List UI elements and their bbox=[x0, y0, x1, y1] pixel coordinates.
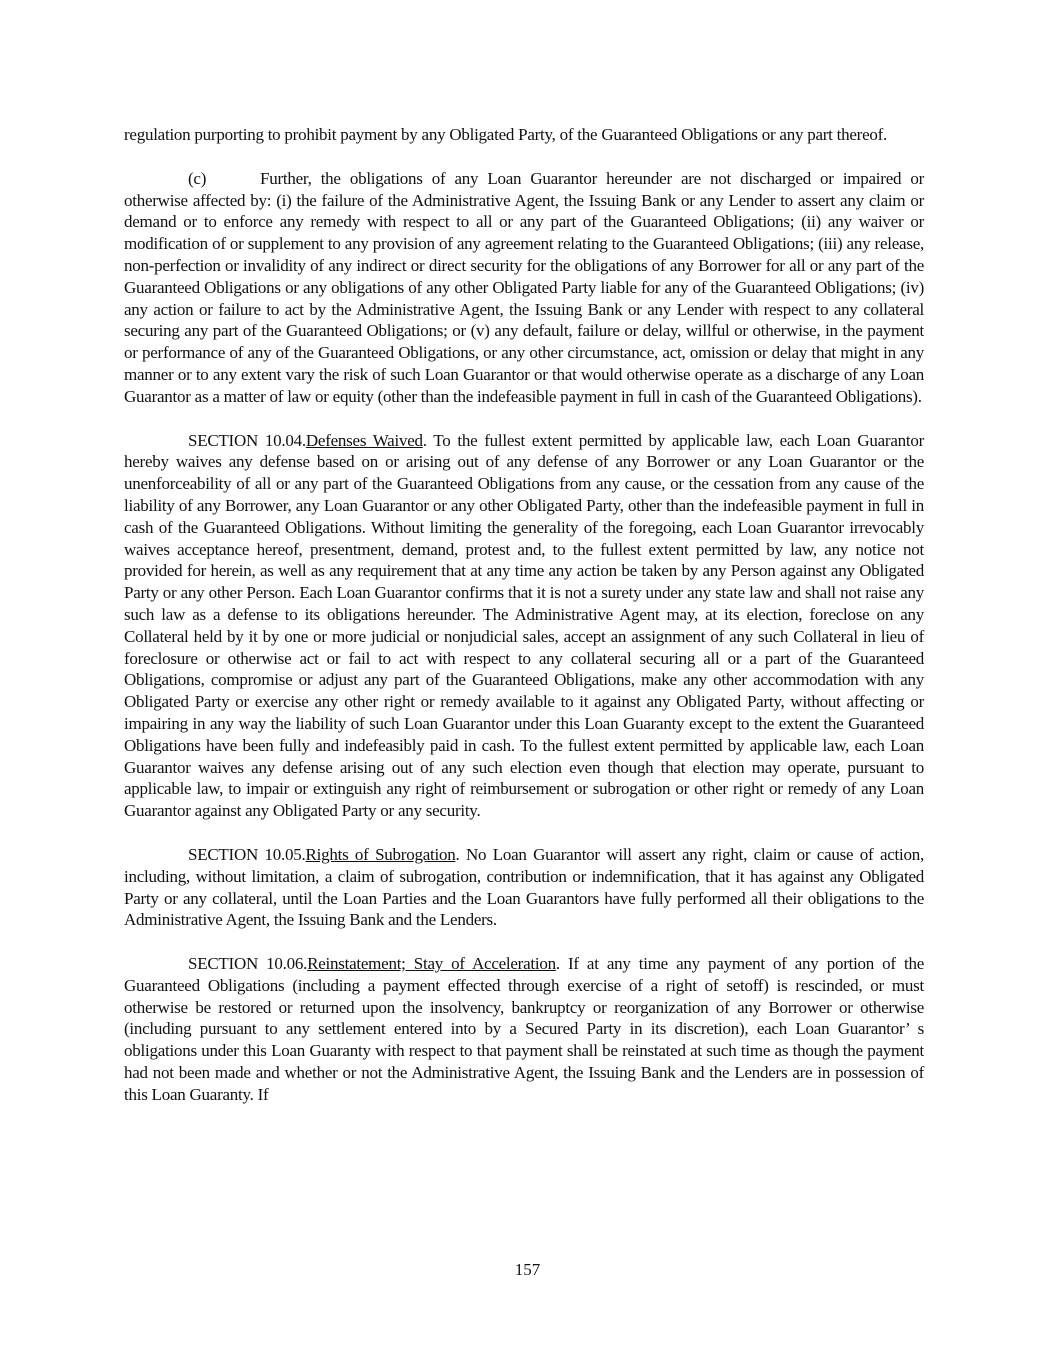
section-number: SECTION 10.06. bbox=[188, 954, 308, 974]
section-10-06 bbox=[124, 953, 924, 1106]
paragraph-text: regulation purporting to prohibit payment by any Obligated Party, of the Guaranteed Obligations or any part thereof. bbox=[124, 125, 888, 144]
section-10-05 bbox=[124, 844, 924, 931]
section-text: . If at any time any payment of any portion of the Guaranteed Obligations (including a payment effected through exercise of a right of setoff) is rescinded, or must otherwise be restored or returned upon the insolvency, bankruptcy or reorganization of any Borrower or otherwise (including pursuant to any settlement entered into by a Secured Party in its discretion), each Loan Guarantor’ s obligations under this Loan Guaranty with respect to that payment shall be reinstated at such time as though the payment had not been made and whether or not the Administrative Agent, the Issuing Bank and the Lenders are in possession of this Loan Guaranty. If bbox=[124, 954, 924, 1104]
paragraph-subsection-c bbox=[124, 168, 924, 408]
section-text: . No Loan Guarantor will assert any right, claim or cause of action, including, without limitation, a claim of subrogation, contribution or indemnification, that it has against any Obligated Party or any collateral, until the Loan Parties and the Loan Guarantors have fully performed all their obligations to the Administrative Agent, the Issuing Bank and the Lenders. bbox=[124, 844, 924, 930]
page-number: 157 bbox=[514, 1260, 541, 1279]
section-number: SECTION 10.04. bbox=[188, 430, 306, 450]
section-heading: Rights of Subrogation bbox=[305, 844, 456, 864]
paragraph-continuation bbox=[124, 124, 924, 146]
section-heading: Defenses Waived bbox=[305, 430, 423, 450]
section-text: . To the fullest extent permitted by applicable law, each Loan Guarantor hereby waives any defense based on or arising out of any defense of any Borrower or any Loan Guarantor or the unenforceability of all or any part of the Guaranteed Obligations from any cause, or the cessation from any cause of the liability of any Borrower, any Loan Guarantor or any other Obligated Party, other than the indefeasible payment in full in cash of the Guaranteed Obligations. Without limiting the generality of the foregoing, each Loan Guarantor irrevocably waives acceptance hereof, presentment, demand, protest and, to the fullest extent permitted by law, any notice not provided for herein, as well as any requirement that at any time any action be taken by any Person against any Obligated Party or any other Person. Each Loan Guarantor confirms that it is not a surety under any state law and shall not raise any such law as a defense to its obligations hereunder. The Administrative Agent may, at its election, foreclose on any Collateral held by it by one or more judicial or nonjudicial sales, accept an assignment of any such Collateral in lieu of foreclosure or otherwise act or fail to act with respect to any collateral securing all or a part of the Guaranteed Obligations, compromise or adjust any part of the Guaranteed Obligations, make any other accommodation with any Obligated Party or exercise any other right or remedy available to it against any Obligated Party, without affecting or impairing in any way the liability of such Loan Guarantor under this Loan Guaranty except to the extent the Guaranteed Obligations have been fully and indefeasibly paid in cash. To the fullest extent permitted by applicable law, each Loan Guarantor waives any defense arising out of any such election even though that election may operate, pursuant to applicable law, to impair or extinguish any right of reimbursement or subrogation or other right or remedy of any Loan Guarantor against any Obligated Party or any security. bbox=[124, 430, 925, 821]
section-10-04 bbox=[124, 430, 924, 822]
document-page bbox=[124, 124, 924, 1128]
section-heading: Reinstatement; Stay of Acceleration bbox=[307, 954, 556, 974]
subsection-label: (c) bbox=[188, 168, 207, 188]
section-number: SECTION 10.05. bbox=[188, 844, 306, 864]
paragraph-text: Further, the obligations of any Loan Guarantor hereunder are not discharged or impaired or otherwise affected by: (i) the failure of the Administrative Agent, the Issuing Bank or any Lender to assert any claim or demand or to enforce any remedy with respect to all or any part of the Guaranteed Obligations; (ii) any waiver or modification of or supplement to any provision of any agreement relating to the Guaranteed Obligations; (iii) any release, non-perfection or invalidity of any indirect or direct security for the obligations of any Borrower for all or any part of the Guaranteed Obligations or any obligations of any other Obligated Party liable for any of the Guaranteed Obligations; (iv) any action or failure to act by the Administrative Agent, the Issuing Bank or any Lender with respect to any collateral securing any part of the Guaranteed Obligations; or (v) any default, failure or delay, willful or otherwise, in the payment or performance of any of the Guaranteed Obligations, or any other circumstance, act, omission or delay that might in any manner or to any extent vary the risk of such Loan Guarantor or that would otherwise operate as a discharge of any Loan Guarantor as a matter of law or equity (other than the indefeasible payment in full in cash of the Guaranteed Obligations). bbox=[124, 168, 924, 406]
